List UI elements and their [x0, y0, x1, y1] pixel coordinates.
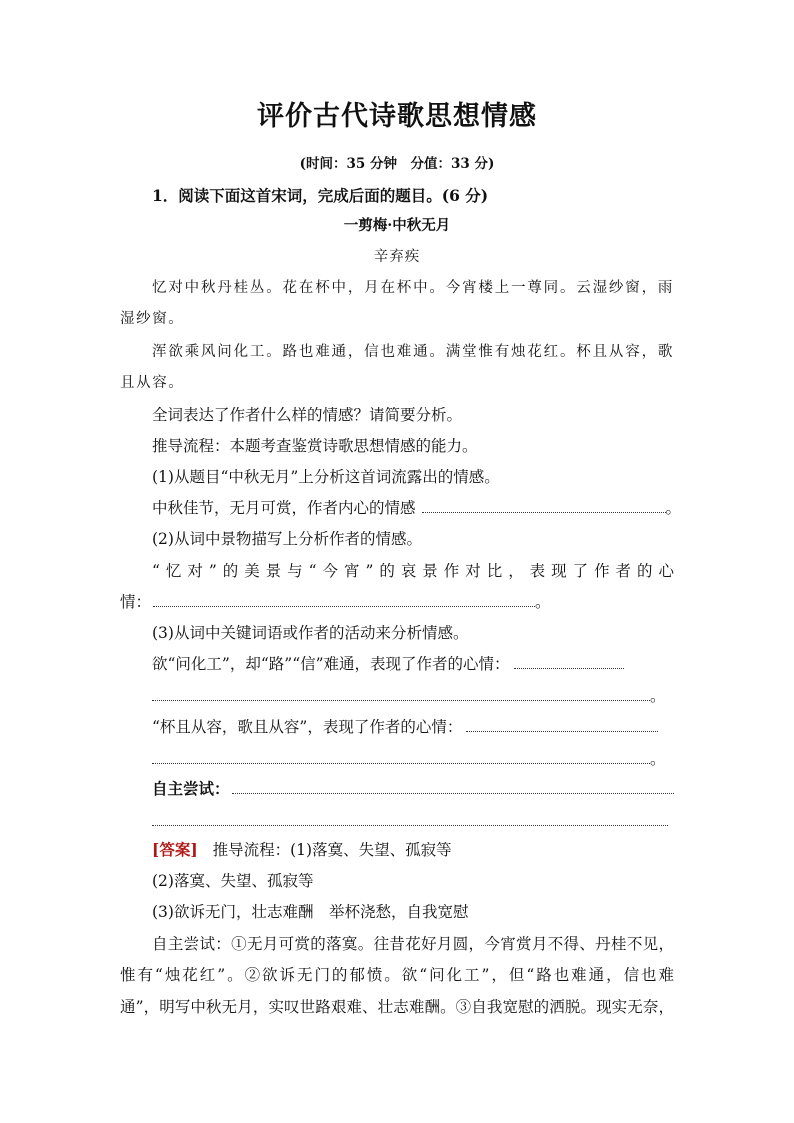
poem-title: 一剪梅·中秋无月: [343, 217, 451, 234]
step-2-prompt: “忆对”的美景与“今宵”的哀景作对比，表现了作者的心: [152, 562, 674, 580]
answer-line: 自主尝试：①无月可赏的落寞。往昔花好月圆，今宵赏月不得、丹桂不见，: [152, 935, 674, 953]
poem-line: 湿纱窗。: [120, 311, 185, 327]
period: 。: [650, 687, 666, 705]
answer-line: (3)欲诉无门，壮志难酬 举杯浇愁，自我宽慰: [152, 903, 469, 921]
step-3b-blank-row-cont: [152, 749, 666, 769]
answer-line: 推导流程：(1)落寞、失望、孤寂等: [212, 841, 452, 859]
step-1: (1)从题目“中秋无月”上分析这首词流露出的情感。: [152, 468, 500, 486]
self-try-answer-blank-cont[interactable]: [152, 825, 668, 826]
step-1-blank-row: [152, 498, 681, 518]
answer-line: 惟有“烛花红”。②欲诉无门的郁愤。欲“问化工”，但“路也难通，信也难: [120, 966, 674, 984]
step-2-blank-row: [120, 592, 551, 612]
step-3a-prompt: 欲“问化工”，却“路”“信”难通，表现了作者的心情：: [152, 655, 510, 673]
step-3a-blank-row: [152, 654, 624, 674]
step-3a-answer-blank-cont[interactable]: [152, 686, 650, 701]
poem-line: 忆对中秋丹桂丛。花在杯中，月在杯中。今宵楼上一尊同。云湿纱窗，雨: [152, 280, 674, 296]
step-2-prompt-cont: 情：: [120, 593, 152, 611]
self-try-row: [152, 779, 674, 799]
self-try-label: 自主尝试：: [152, 779, 230, 798]
poem-line: 且从容。: [120, 375, 185, 391]
period: 。: [535, 593, 551, 611]
answer-tag: [答案]: [152, 840, 198, 859]
self-try-answer-blank[interactable]: [232, 779, 674, 794]
step-3: (3)从词中关键词语或作者的活动来分析情感。: [152, 624, 469, 642]
step-1-answer-blank[interactable]: [422, 498, 666, 513]
answer-row-1: [152, 840, 452, 860]
question-1-stem: 1．阅读下面这首宋词，完成后面的题目。(6 分): [152, 186, 489, 205]
step-1-prompt: 中秋佳节，无月可赏，作者内心的情感: [152, 499, 416, 517]
step-3b-blank-row: [152, 717, 658, 737]
step-3b-prompt: “杯且从容，歌且从容”，表现了作者的心情：: [152, 718, 463, 736]
poem-author: 辛弃疾: [373, 249, 421, 265]
time-score-info: (时间：35 分钟 分值：33 分): [299, 156, 495, 172]
step-3a-blank-row-cont: [152, 686, 666, 706]
question-text: 全词表达了作者什么样的情感？请简要分析。: [152, 406, 463, 424]
period: 。: [650, 750, 666, 768]
step-3a-answer-blank[interactable]: [514, 654, 624, 669]
page-title: 评价古代诗歌思想情感: [257, 101, 537, 132]
step-2-answer-blank[interactable]: [153, 592, 535, 607]
step-3b-answer-blank[interactable]: [466, 717, 658, 732]
answer-line: 通”，明写中秋无月，实叹世路艰难、壮志难酬。③自我宽慰的洒脱。现实无奈，: [120, 998, 674, 1016]
period: 。: [665, 499, 682, 517]
step-2: (2)从词中景物描写上分析作者的情感。: [152, 530, 422, 548]
poem-line: 浑欲乘风问化工。路也难通，信也难通。满堂惟有烛花红。杯且从容，歌: [152, 344, 674, 360]
step-3b-answer-blank-cont[interactable]: [152, 749, 650, 764]
derivation-flow-label: 推导流程：本题考查鉴赏诗歌思想情感的能力。: [152, 437, 478, 455]
answer-line: (2)落寞、失望、孤寂等: [152, 872, 314, 890]
